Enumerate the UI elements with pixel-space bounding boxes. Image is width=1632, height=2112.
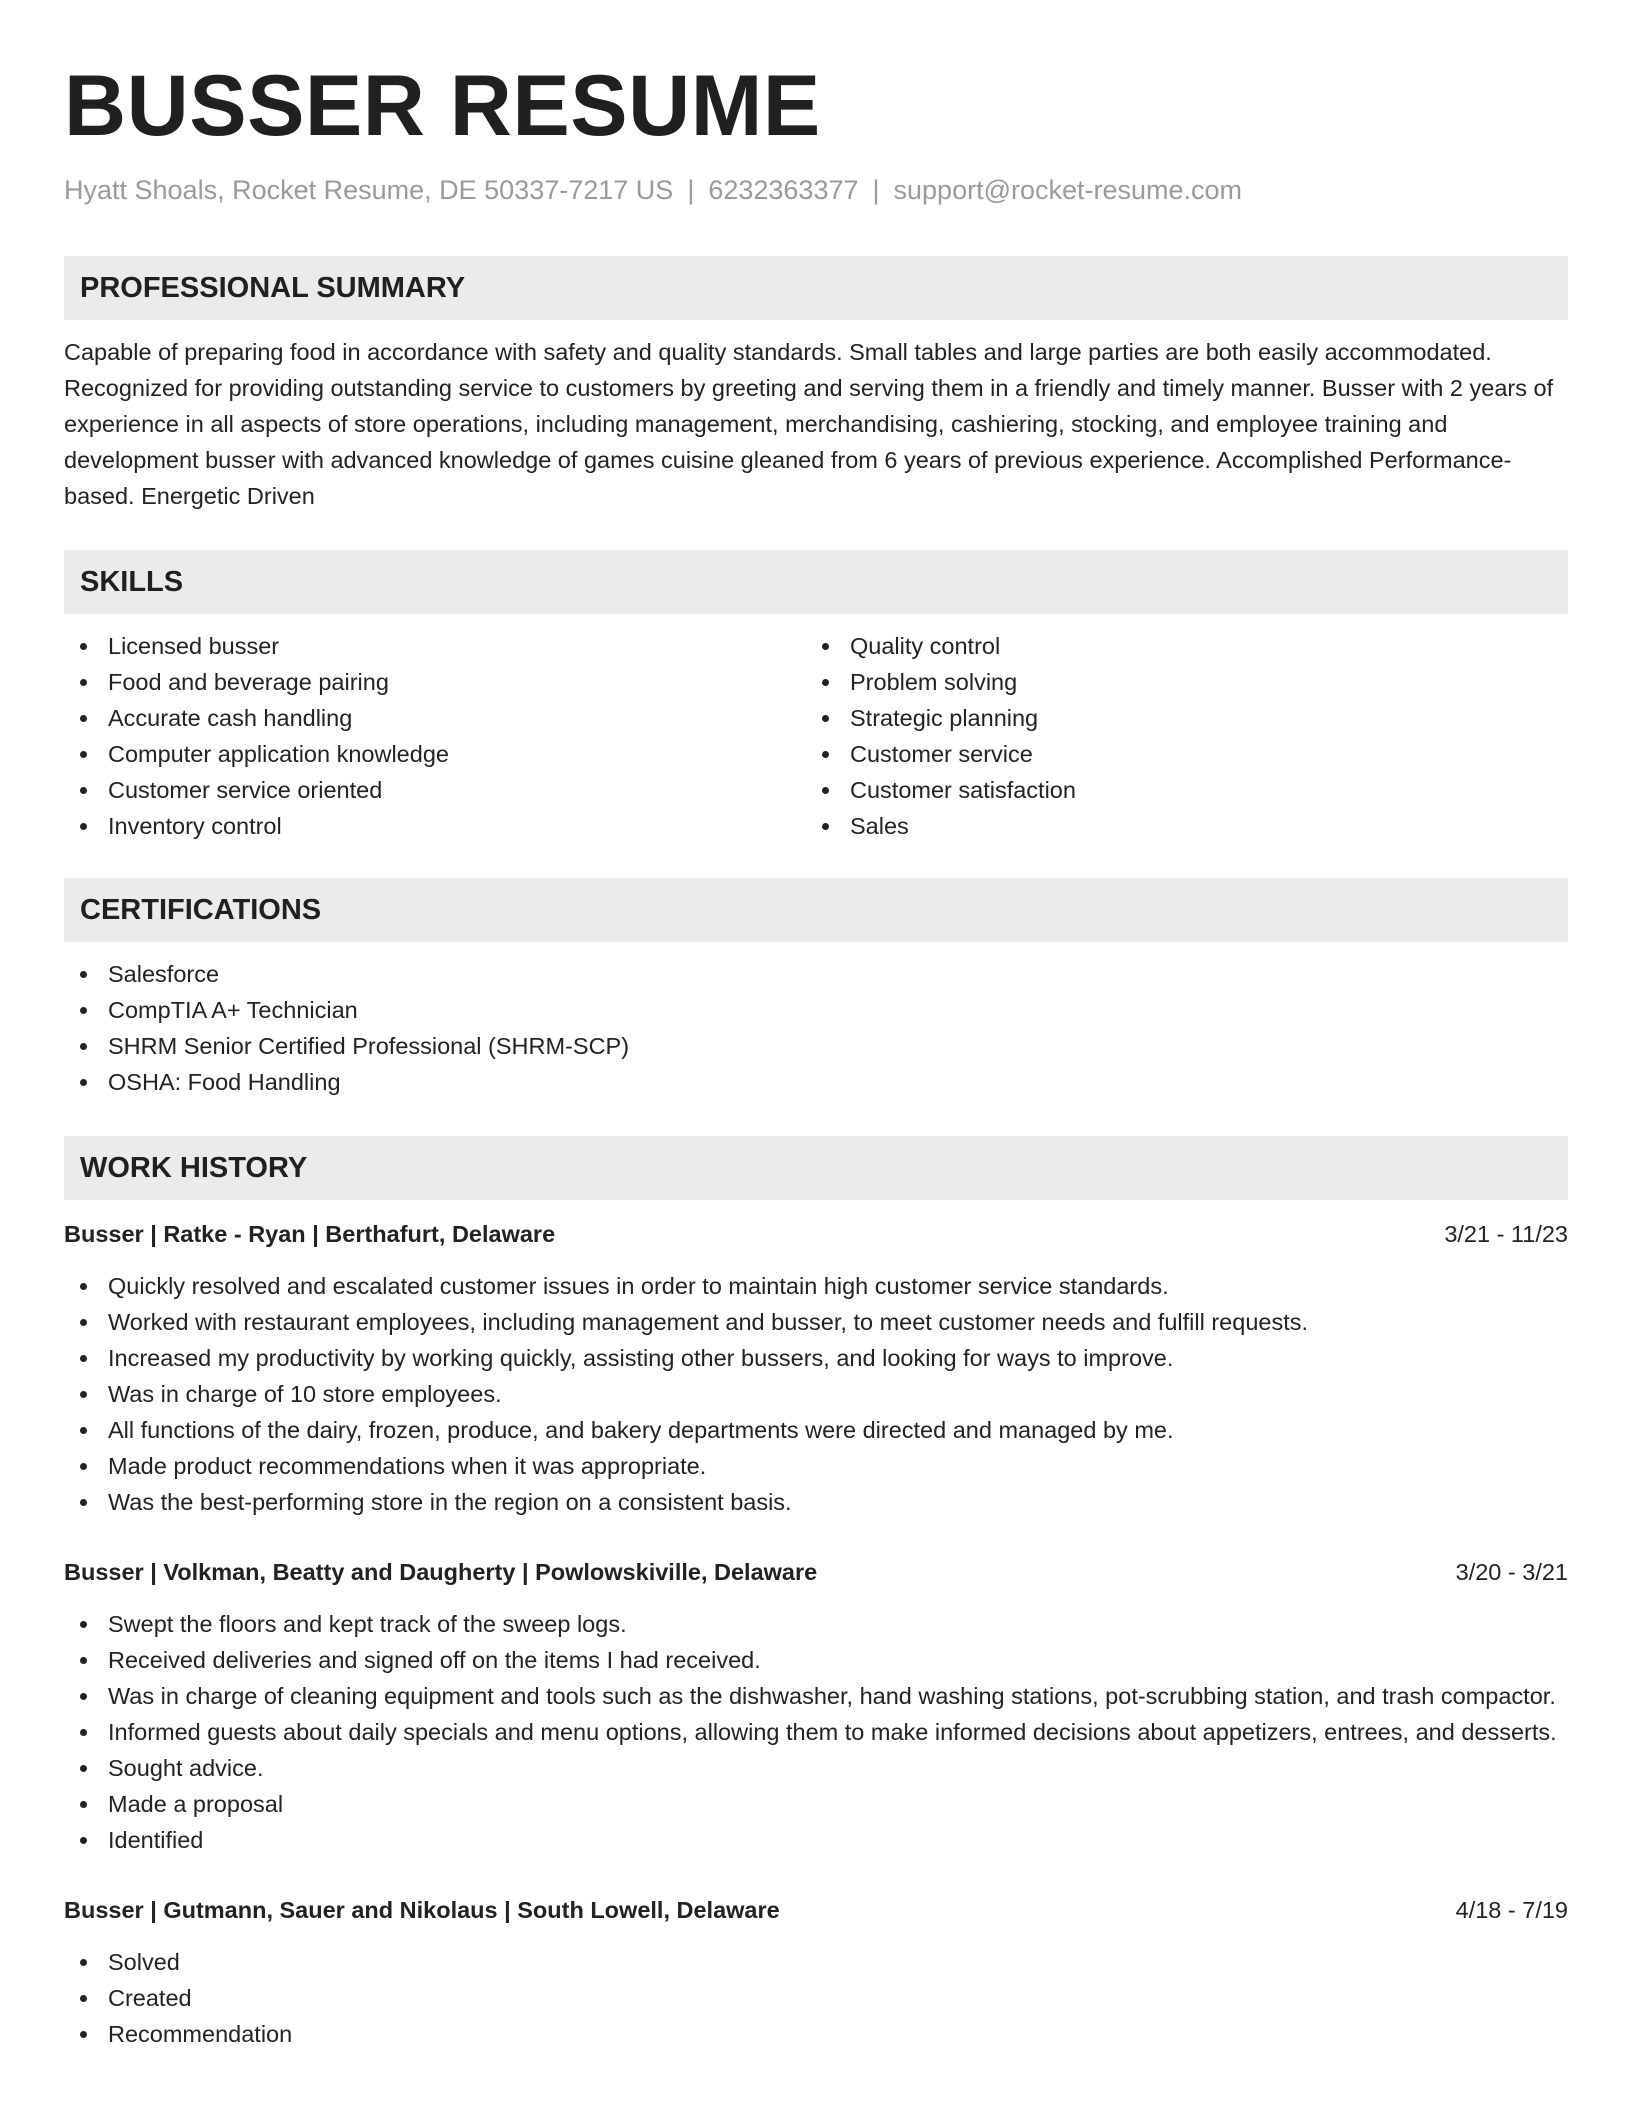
contact-separator: | (872, 175, 880, 205)
skill-item: Computer application knowledge (64, 736, 806, 772)
job-dates: 3/20 - 3/21 (1455, 1559, 1568, 1585)
skills-columns (64, 628, 1568, 844)
job-entry (64, 1554, 1568, 1858)
contact-address: Hyatt Shoals, Rocket Resume, DE 50337-7217 US (64, 175, 674, 205)
work-history-heading: WORK HISTORY (64, 1136, 1568, 1200)
skills-list-right (806, 628, 1548, 844)
job-dates: 3/21 - 11/23 (1444, 1221, 1568, 1247)
job-header (64, 1216, 1568, 1252)
skill-item: Accurate cash handling (64, 700, 806, 736)
contact-email: support@rocket-resume.com (893, 175, 1243, 205)
certification-item: SHRM Senior Certified Professional (SHRM-SCP) (64, 1028, 1568, 1064)
skill-item: Customer service oriented (64, 772, 806, 808)
certification-item: CompTIA A+ Technician (64, 992, 1568, 1028)
contact-line (64, 174, 1568, 206)
job-duty: Identified (64, 1822, 1568, 1858)
job-title: Busser | Gutmann, Sauer and Nikolaus | South Lowell, Delaware (64, 1897, 780, 1923)
job-duty: All functions of the dairy, frozen, produce, and bakery departments were directed and managed by me. (64, 1412, 1568, 1448)
resume-title: BUSSER RESUME (64, 58, 821, 154)
skills-list-left (64, 628, 806, 844)
job-duty: Was the best-performing store in the region on a consistent basis. (64, 1484, 1568, 1520)
skill-item: Customer satisfaction (806, 772, 1548, 808)
job-duty: Swept the floors and kept track of the sweep logs. (64, 1606, 1568, 1642)
skill-item: Sales (806, 808, 1548, 844)
job-entry (64, 1892, 1568, 2052)
resume-page (64, 0, 1568, 2052)
skills-heading: SKILLS (64, 550, 1568, 614)
job-duty: Solved (64, 1944, 1568, 1980)
job-title: Busser | Ratke - Ryan | Berthafurt, Delaware (64, 1221, 556, 1247)
certification-item: OSHA: Food Handling (64, 1064, 1568, 1100)
skill-item: Strategic planning (806, 700, 1548, 736)
job-duty: Was in charge of 10 store employees. (64, 1376, 1568, 1412)
job-duty: Received deliveries and signed off on the items I had received. (64, 1642, 1568, 1678)
contact-separator: | (687, 175, 695, 205)
skill-item: Inventory control (64, 808, 806, 844)
job-duty: Recommendation (64, 2016, 1568, 2052)
skill-item: Problem solving (806, 664, 1548, 700)
job-title: Busser | Volkman, Beatty and Daugherty | Powlowskiville, Delaware (64, 1559, 818, 1585)
job-header (64, 1554, 1568, 1590)
job-dates: 4/18 - 7/19 (1455, 1897, 1568, 1923)
job-duty: Increased my productivity by working quickly, assisting other bussers, and looking for ways to improve. (64, 1340, 1568, 1376)
certifications-list (64, 956, 1568, 1100)
skill-item: Licensed busser (64, 628, 806, 664)
job-duty: Worked with restaurant employees, including management and busser, to meet customer needs and fulfill requests. (64, 1304, 1568, 1340)
job-entry (64, 1216, 1568, 1520)
job-duty: Quickly resolved and escalated customer issues in order to maintain high customer service standards. (64, 1268, 1568, 1304)
job-duties-list (64, 1606, 1568, 1858)
job-header (64, 1892, 1568, 1928)
certifications-heading: CERTIFICATIONS (64, 878, 1568, 942)
job-duty: Created (64, 1980, 1568, 2016)
job-duties-list (64, 1268, 1568, 1520)
job-duty: Made product recommendations when it was appropriate. (64, 1448, 1568, 1484)
skill-item: Food and beverage pairing (64, 664, 806, 700)
contact-phone: 6232363377 (708, 175, 859, 205)
skills-column-left (64, 628, 806, 844)
skill-item: Quality control (806, 628, 1548, 664)
job-duty: Was in charge of cleaning equipment and tools such as the dishwasher, hand washing stations, pot-scrubbing station, and trash compactor. (64, 1678, 1568, 1714)
summary-text: Capable of preparing food in accordance with safety and quality standards. Small tables and large parties are both easily accommodated. Recognized for providing outstanding service to customers by greeting and serving them in a friendly and timely manner. Busser with 2 years of experience in all aspects of store operations, including management, merchandising, cashiering, stocking, and employee training and development busser with advanced knowledge of games cuisine gleaned from 6 years of previous experience. Accomplished Performance-based. Energetic Driven (64, 339, 1554, 509)
certification-item: Salesforce (64, 956, 1568, 992)
skill-item: Customer service (806, 736, 1548, 772)
job-duty: Made a proposal (64, 1786, 1568, 1822)
job-duty: Sought advice. (64, 1750, 1568, 1786)
job-duty: Informed guests about daily specials and menu options, allowing them to make informed decisions about appetizers, entrees, and desserts. (64, 1714, 1568, 1750)
skills-column-right (806, 628, 1548, 844)
summary-heading: PROFESSIONAL SUMMARY (64, 256, 1568, 320)
job-duties-list (64, 1944, 1568, 2052)
